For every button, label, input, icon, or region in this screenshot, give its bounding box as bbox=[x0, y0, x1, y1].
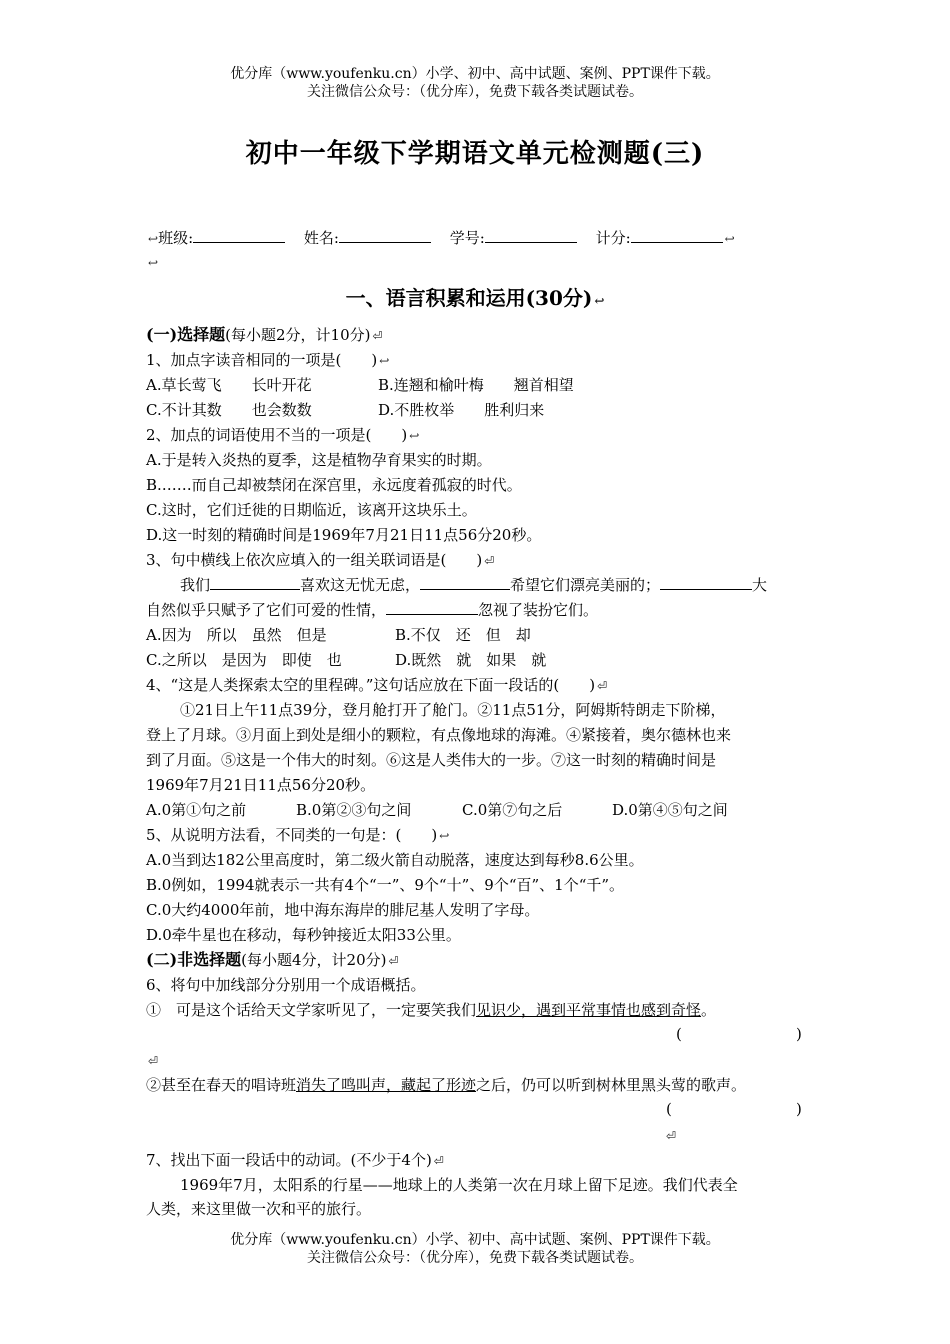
number-field[interactable] bbox=[485, 228, 577, 243]
class-field[interactable] bbox=[193, 228, 285, 243]
q4-passage-line4: 1969年7月21日11点56分20秒。 bbox=[146, 776, 376, 794]
q3-sentence-line1: 我们 喜欢这无忧无虑， 希望它们漂亮美丽的； 大 bbox=[180, 576, 768, 594]
q5-option-a[interactable]: A.0当到达182公里高度时，第二级火箭自动脱落，速度达到每秒8.6公里。 bbox=[146, 851, 644, 869]
q1-option-a[interactable]: A.草长莺飞 长叶开花 bbox=[146, 376, 312, 394]
q6-answer-1-open: ( bbox=[676, 1025, 682, 1043]
return-mark-icon: ↩ bbox=[148, 256, 159, 270]
section-title: 一、语言积累和运用(30分) ↩ bbox=[345, 286, 605, 310]
return-mark-icon: ↩ bbox=[148, 232, 159, 246]
page-title: 初中一年级下学期语文单元检测题(三) bbox=[245, 139, 705, 169]
question-2-stem: 2、加点的词语使用不当的一项是( ) ↩ bbox=[146, 426, 420, 444]
site-footer-line1: 优分库（www.youfenku.cn）小学、初中、高中试题、案例、PPT课件下载。 bbox=[230, 1232, 720, 1248]
site-header-line1: 优分库（www.youfenku.cn）小学、初中、高中试题、案例、PPT课件下载。 bbox=[230, 66, 720, 82]
q4-passage-line3: 到了月面。⑤这是一个伟大的时刻。⑥这是人类伟大的一步。⑦这一时刻的精确时间是 bbox=[146, 751, 717, 769]
q5-option-c[interactable]: C.0大约4000年前，地中海东海岸的腓尼基人发明了字母。 bbox=[146, 901, 540, 919]
question-6-stem: 6、将句中加线部分分别用一个成语概括。 bbox=[146, 976, 426, 994]
paragraph-mark-icon: ⏎ bbox=[484, 554, 495, 568]
q3-sentence-line2: 自然似乎只赋予了它们可爱的性情， 忽视了装扮它们。 bbox=[146, 601, 599, 619]
site-footer-line2: 关注微信公众号：（优分库），免费下载各类试题试卷。 bbox=[307, 1250, 643, 1266]
q6-item-2: ②甚至在春天的唱诗班消失了鸣叫声，藏起了形迹之后，仍可以听到树林里黑头莺的歌声。 bbox=[146, 1076, 747, 1094]
q2-option-c[interactable]: C.这时，它们迁徙的日期临近，该离开这块乐土。 bbox=[146, 501, 477, 519]
part1-heading: (一)选择题(每小题2分，计10分) ⏎ bbox=[146, 325, 383, 344]
paragraph-mark-icon: ⏎ bbox=[433, 1154, 444, 1168]
q3-option-a[interactable]: A.因为 所以 虽然 但是 bbox=[146, 626, 327, 644]
q5-option-b[interactable]: B.0例如，1994就表示一共有4个“一”、9个“十”、9个“百”、1个“千”。 bbox=[146, 876, 625, 894]
paragraph-mark-icon: ⏎ bbox=[597, 679, 608, 693]
part2-heading: (二)非选择题(每小题4分，计20分) ⏎ bbox=[146, 950, 399, 969]
number-label: 学号: bbox=[449, 229, 485, 247]
q3-blank-4[interactable] bbox=[386, 600, 478, 615]
q4-option-b[interactable]: B.0第②③句之间 bbox=[296, 801, 412, 819]
paragraph-mark-icon: ⏎ bbox=[372, 329, 383, 343]
q3-blank-2[interactable] bbox=[420, 575, 510, 590]
question-1-stem: 1、加点字读音相同的一项是( ) ↩ bbox=[146, 351, 390, 369]
q7-passage-line1: 1969年7月，太阳系的行星——地球上的人类第一次在月球上留下足迹。我们代表全 bbox=[180, 1176, 738, 1194]
q6-item-1: ① 可是这个话给天文学家听见了，一定要笑我们见识少，遇到平常事情也感到奇怪。 bbox=[146, 1001, 717, 1019]
q4-option-d[interactable]: D.0第④⑤句之间 bbox=[612, 801, 728, 819]
q2-option-b[interactable]: B.……而自己却被禁闭在深宫里，永远度着孤寂的时代。 bbox=[146, 476, 522, 494]
q6-answer-1-close: ) bbox=[796, 1025, 802, 1043]
return-mark-icon: ↩ bbox=[379, 354, 390, 368]
site-header-line2: 关注微信公众号：（优分库），免费下载各类试题试卷。 bbox=[307, 84, 643, 100]
q3-option-c[interactable]: C.之所以 是因为 即使 也 bbox=[146, 651, 342, 669]
paragraph-mark-icon: ⏎ bbox=[388, 954, 399, 968]
q2-option-a[interactable]: A.于是转入炎热的夏季，这是植物孕育果实的时期。 bbox=[146, 451, 492, 469]
q6-answer-2-close: ) bbox=[796, 1100, 802, 1118]
q3-option-d[interactable]: D.既然 就 如果 就 bbox=[395, 651, 547, 669]
class-label: 班级: bbox=[158, 229, 194, 247]
question-7-stem: 7、找出下面一段话中的动词。(不少于4个) ⏎ bbox=[146, 1151, 444, 1169]
q4-passage-line2: 登上了月球。③月面上到处是细小的颗粒，有点像地球的海滩。④紧接着，奥尔德林也来 bbox=[146, 726, 732, 744]
q1-option-b[interactable]: B.连翘和榆叶梅 翘首相望 bbox=[378, 376, 574, 394]
return-mark-icon: ↩ bbox=[724, 232, 735, 246]
q6-answer-2-open: ( bbox=[666, 1100, 672, 1118]
q5-option-d[interactable]: D.0牵牛星也在移动，每秒钟接近太阳33公里。 bbox=[146, 926, 461, 944]
paragraph-mark-icon: ⏎ bbox=[148, 1054, 159, 1068]
name-field[interactable] bbox=[339, 228, 431, 243]
question-4-stem: 4、“这是人类探索太空的里程碑。”这句话应放在下面一段话的( ) ⏎ bbox=[146, 676, 608, 694]
q1-option-c[interactable]: C.不计其数 也会数数 bbox=[146, 401, 312, 419]
q3-blank-3[interactable] bbox=[660, 575, 752, 590]
q4-option-c[interactable]: C.0第⑦句之后 bbox=[462, 801, 563, 819]
score-label: 计分: bbox=[595, 229, 631, 247]
paragraph-mark-icon: ⏎ bbox=[666, 1129, 677, 1143]
name-label: 姓名: bbox=[303, 229, 339, 247]
q4-option-a[interactable]: A.0第①句之前 bbox=[146, 801, 247, 819]
question-3-stem: 3、句中横线上依次应填入的一组关联词语是( ) ⏎ bbox=[146, 551, 495, 569]
q3-blank-1[interactable] bbox=[210, 575, 300, 590]
question-5-stem: 5、从说明方法看，不同类的一句是：( ) ↩ bbox=[146, 826, 450, 844]
q4-passage-line1: ①21日上午11点39分，登月舱打开了舱门。②11点51分，阿姆斯特朗走下阶梯， bbox=[180, 701, 726, 719]
q7-passage-line2: 人类，来这里做一次和平的旅行。 bbox=[146, 1200, 372, 1218]
student-info-row bbox=[146, 228, 735, 249]
q2-option-d[interactable]: D.这一时刻的精确时间是1969年7月21日11点56分20秒。 bbox=[146, 526, 542, 544]
q1-option-d[interactable]: D.不胜枚举 胜利归来 bbox=[378, 401, 545, 419]
score-field[interactable] bbox=[631, 228, 723, 243]
q3-option-b[interactable]: B.不仅 还 但 却 bbox=[395, 626, 531, 644]
return-mark-icon: ↩ bbox=[594, 294, 605, 308]
return-mark-icon: ↩ bbox=[439, 829, 450, 843]
return-mark-icon: ↩ bbox=[409, 429, 420, 443]
